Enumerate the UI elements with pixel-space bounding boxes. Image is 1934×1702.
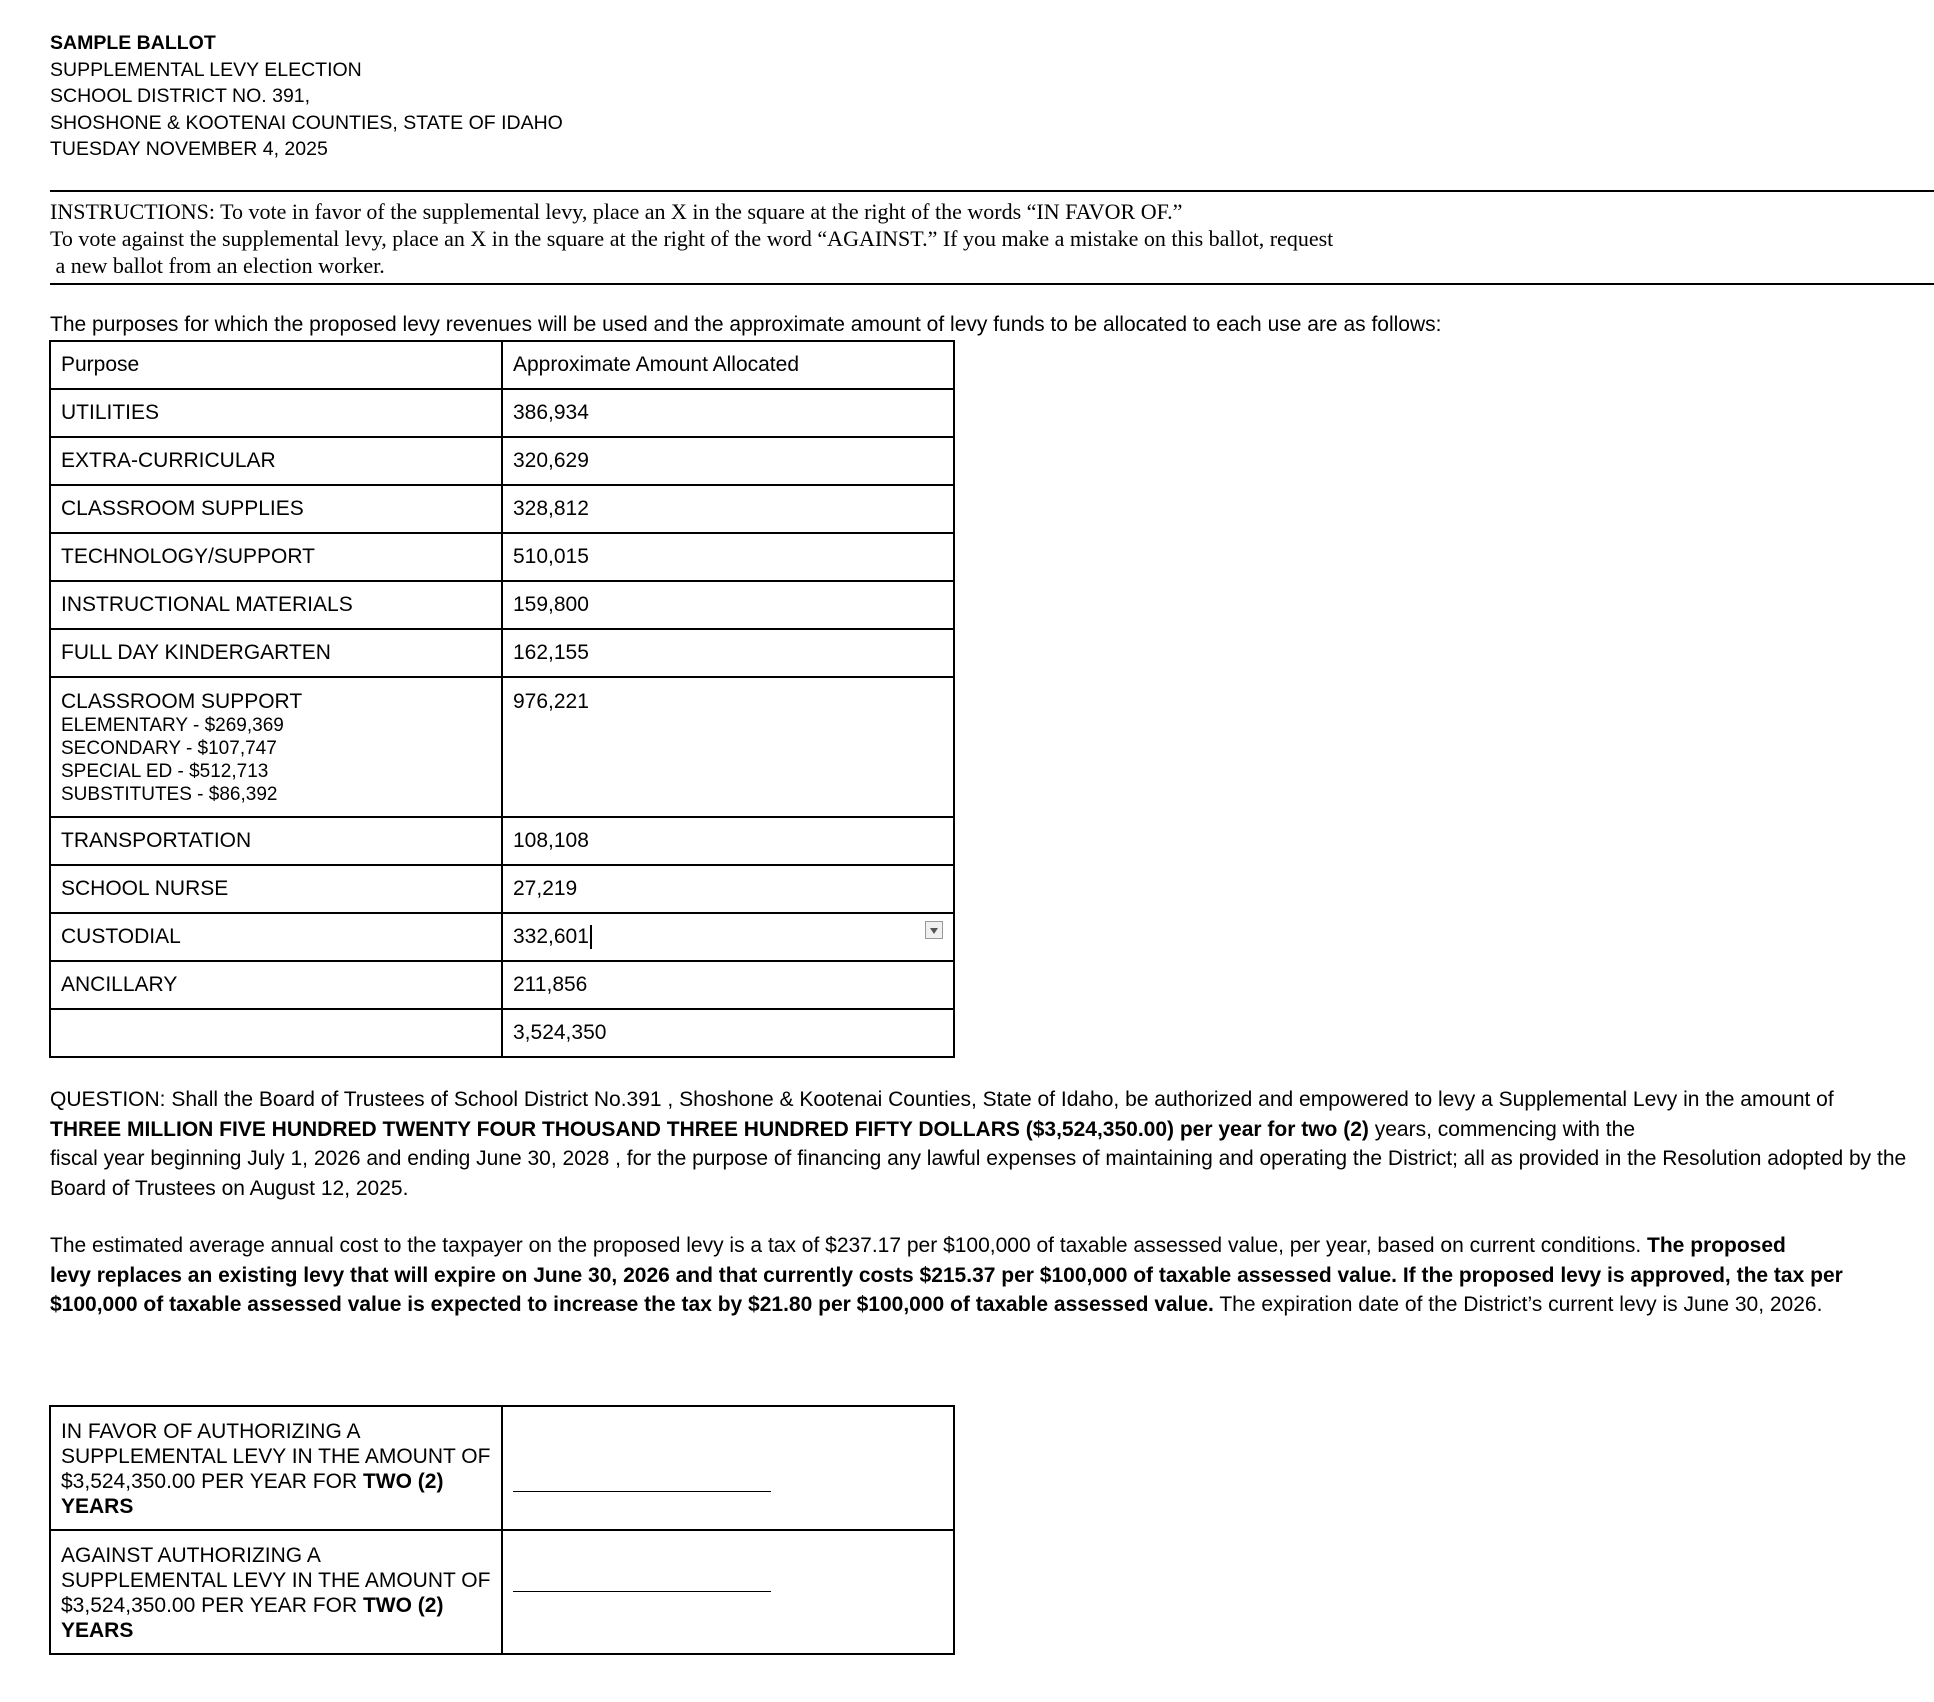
question-amount: THREE MILLION FIVE HUNDRED TWENTY FOUR THOUSAND THREE HUNDRED FIFTY DOLLARS ($3,524,350.00) per year for two (2): [50, 1117, 1369, 1141]
table-row: [50, 961, 954, 1009]
table-row: [50, 485, 954, 533]
sub-item: SPECIAL ED - $512,713: [61, 761, 269, 782]
table-row: [50, 677, 954, 817]
question-text: QUESTION: Shall the Board of Trustees of School District No.391 , Shoshone & Kootenai Counties, State of Idaho, be authorized and empowered to levy a Supplemental Levy in the amount of: [50, 1088, 1834, 1111]
amount-cell-active[interactable]: [502, 913, 954, 961]
amount-cell[interactable]: 211,856: [502, 961, 954, 1009]
table-header-row: [50, 341, 954, 389]
purpose-cell[interactable]: EXTRA-CURRICULAR: [50, 437, 502, 485]
county-state: SHOSHONE & KOOTENAI COUNTIES, STATE OF IDAHO: [50, 111, 563, 134]
election-date: TUESDAY NOVEMBER 4, 2025: [50, 138, 328, 160]
vote-option-against: [50, 1530, 954, 1654]
amount-cell[interactable]: 159,800: [502, 581, 954, 629]
sub-item: SUBSTITUTES - $86,392: [61, 784, 278, 805]
election-name: SUPPLEMENTAL LEVY ELECTION: [50, 58, 362, 81]
purpose-cell-empty[interactable]: [50, 1009, 502, 1057]
table-row: [50, 437, 954, 485]
amount-cell[interactable]: 27,219: [502, 865, 954, 913]
favor-mark-line[interactable]: [513, 1491, 771, 1492]
table-row: [50, 389, 954, 437]
amount-cell[interactable]: 976,221: [502, 677, 954, 817]
favor-mark-area[interactable]: [502, 1406, 954, 1530]
ballot-header: [50, 30, 563, 163]
against-label: [50, 1530, 502, 1654]
purpose-cell[interactable]: UTILITIES: [50, 389, 502, 437]
header-amount: Approximate Amount Allocated: [502, 341, 954, 389]
against-text: AGAINST AUTHORIZING A SUPPLEMENTAL LEVY IN THE AMOUNT OF $3,524,350.00 PER YEAR FOR: [61, 1544, 491, 1617]
ballot-title: SAMPLE BALLOT: [50, 32, 216, 54]
vote-options-table: [49, 1405, 955, 1655]
amount-cell[interactable]: 320,629: [502, 437, 954, 485]
table-row-total: [50, 1009, 954, 1057]
cost-bold-2: levy replaces an existing levy that will expire on June 30, 2026 and that currently costs $215.37 per $100,000 of taxable assessed value. If the proposed levy is approved, the tax per $100,000 of taxable assessed value is expected to increase the tax by $21.80 per $100,000 of taxable assessed value.: [50, 1263, 1843, 1316]
cost-text-2: The expiration date of the District’s current levy is June 30, 2026.: [1213, 1293, 1823, 1316]
instructions-line-3: a new ballot from an election worker.: [50, 253, 385, 278]
purpose-cell[interactable]: SCHOOL NURSE: [50, 865, 502, 913]
district-name: SCHOOL DISTRICT NO. 391,: [50, 85, 311, 107]
purpose-cell[interactable]: [50, 677, 502, 817]
against-years: TWO (2) YEARS: [61, 1594, 444, 1642]
vote-option-favor: [50, 1406, 954, 1530]
cost-text: The estimated average annual cost to the taxpayer on the proposed levy is a tax of $237.17 per $100,000 of taxable assessed value, per year, based on current conditions.: [50, 1234, 1648, 1257]
amount-cell[interactable]: 328,812: [502, 485, 954, 533]
sub-item: SECONDARY - $107,747: [61, 738, 277, 759]
amount-cell[interactable]: 162,155: [502, 629, 954, 677]
table-row: [50, 581, 954, 629]
purpose-cell[interactable]: TRANSPORTATION: [50, 817, 502, 865]
text-cursor: [590, 925, 592, 949]
table-row: [50, 865, 954, 913]
amount-cell[interactable]: 386,934: [502, 389, 954, 437]
question-text-2: years, commencing with the: [1368, 1117, 1635, 1141]
instructions-line-1: INSTRUCTIONS: To vote in favor of the supplemental levy, place an X in the square at the right of the words “IN FAVOR OF.”: [50, 199, 1183, 224]
table-row: [50, 533, 954, 581]
table-row: [50, 913, 954, 961]
favor-label: [50, 1406, 502, 1530]
table-row: [50, 629, 954, 677]
against-mark-area[interactable]: [502, 1530, 954, 1654]
sub-item: ELEMENTARY - $269,369: [61, 715, 284, 736]
purpose-cell[interactable]: CLASSROOM SUPPLIES: [50, 485, 502, 533]
instructions-box: [50, 190, 1934, 285]
favor-years: TWO (2) YEARS: [61, 1470, 444, 1518]
total-amount-cell[interactable]: 3,524,350: [502, 1009, 954, 1057]
instructions-line-2: To vote against the supplemental levy, place an X in the square at the right of the word “AGAINST.” If you make a mistake on this ballot, request: [50, 226, 1334, 251]
amount-value: 332,601: [513, 925, 589, 948]
purpose-main-label: CLASSROOM SUPPORT: [61, 690, 303, 713]
purpose-cell[interactable]: FULL DAY KINDERGARTEN: [50, 629, 502, 677]
dropdown-arrow-icon[interactable]: [925, 921, 943, 939]
purpose-cell[interactable]: CUSTODIAL: [50, 913, 502, 961]
table-row: [50, 817, 954, 865]
amount-cell[interactable]: 108,108: [502, 817, 954, 865]
levy-allocation-table: [49, 340, 955, 1058]
purpose-cell[interactable]: ANCILLARY: [50, 961, 502, 1009]
against-mark-line[interactable]: [513, 1591, 771, 1592]
purpose-cell[interactable]: TECHNOLOGY/SUPPORT: [50, 533, 502, 581]
header-purpose: Purpose: [50, 341, 502, 389]
purposes-intro: The purposes for which the proposed levy revenues will be used and the approximate amount of levy funds to be allocated to each use are as follows:: [50, 313, 1442, 336]
ballot-question: [50, 1085, 1910, 1203]
question-text-3: fiscal year beginning July 1, 2026 and ending June 30, 2028 , for the purpose of financing any lawful expenses of maintaining and operating the District; all as provided in the Resolution adopted by the Board of Trustees on August 12, 2025.: [50, 1147, 1907, 1200]
amount-cell[interactable]: 510,015: [502, 533, 954, 581]
favor-text: IN FAVOR OF AUTHORIZING A SUPPLEMENTAL LEVY IN THE AMOUNT OF $3,524,350.00 PER YEAR FOR: [61, 1420, 491, 1493]
purpose-cell[interactable]: INSTRUCTIONAL MATERIALS: [50, 581, 502, 629]
cost-bold-1: The proposed: [1647, 1234, 1786, 1257]
cost-statement: [50, 1231, 1910, 1320]
